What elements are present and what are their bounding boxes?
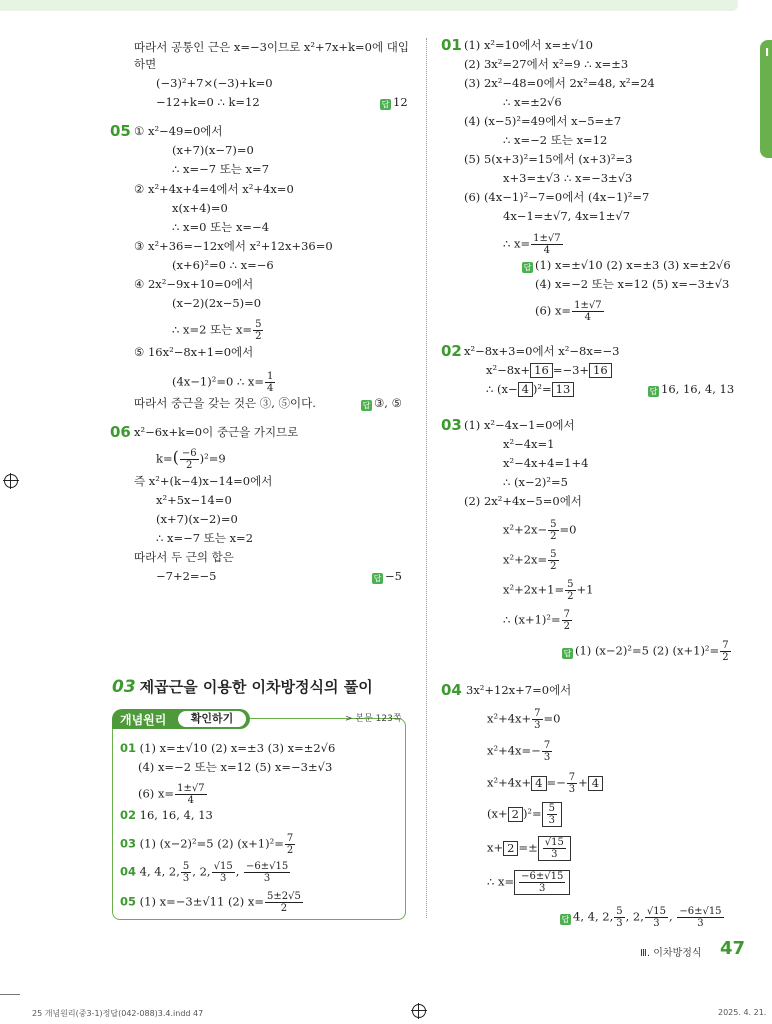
text-line: (x+7)(x−2)=0	[156, 512, 238, 526]
text-line	[487, 836, 571, 861]
fraction	[567, 772, 577, 795]
answer-icon: 답	[381, 100, 390, 109]
text-part: =−3+	[552, 363, 590, 377]
denominator: 3	[539, 883, 546, 894]
denominator: 3	[543, 752, 551, 763]
numerator: 7	[563, 609, 571, 620]
file-info: 25 개념원리(중3-1)정답(042-088)3.4.indd 47	[32, 1009, 204, 1018]
text-part: k=	[156, 451, 173, 466]
answer-text: 16, 16, 4, 13	[661, 382, 735, 396]
answer	[535, 300, 605, 323]
concept-row	[138, 783, 208, 806]
problem-number: 02	[441, 342, 462, 360]
fraction	[547, 803, 557, 826]
answer-box	[514, 870, 570, 895]
concept-row	[120, 891, 304, 914]
fraction	[542, 740, 552, 763]
denominator: 2	[567, 591, 574, 602]
numerator: 5±2√5	[267, 891, 301, 902]
denominator: 3	[616, 918, 623, 929]
text-line	[503, 549, 560, 572]
paren: (	[172, 447, 179, 467]
text-line: x²−4x=1	[503, 437, 555, 451]
text-line: ③ x²+36=−12x에서 x²+12x+36=0	[134, 239, 333, 253]
numerator: 5	[548, 803, 556, 814]
concept-tab-label: 개념원리	[120, 713, 167, 727]
denominator: 4	[187, 795, 194, 806]
answer-text: −5	[385, 569, 402, 583]
text-line	[503, 609, 573, 632]
text-line: (1) x²=10에서 x=±√10	[464, 38, 593, 52]
answer-icon: 답	[561, 914, 570, 924]
concept-number: 04	[120, 864, 137, 879]
numerator: 7	[568, 772, 576, 783]
section-title	[112, 676, 373, 697]
numerator: √15	[213, 861, 233, 872]
text-line: −12+k=0 ∴ k=12	[156, 95, 260, 109]
text-line: (x+7)(x−7)=0	[172, 143, 254, 157]
answer-box: 13	[552, 382, 575, 397]
text-line	[503, 579, 593, 602]
fraction	[265, 371, 275, 394]
denominator: 3	[551, 849, 558, 860]
text-line: (x+6)²=0 ∴ x=−6	[172, 258, 274, 272]
text-part: x²+4x+	[487, 711, 532, 726]
answer-box: 2	[503, 841, 518, 856]
answer	[380, 95, 408, 110]
numerator: 1±√7	[177, 783, 205, 794]
concept-text: (6) x=	[138, 786, 175, 801]
answer-text: (6) x=	[535, 303, 572, 318]
text-line: ∴ x=−7 또는 x=7	[172, 162, 270, 176]
problem-number: 01	[441, 36, 462, 54]
concept-number: 05	[120, 894, 137, 909]
numerator: 5	[616, 906, 623, 917]
answer-icon: 답	[649, 387, 658, 396]
text-line: 즉 x²+(k−4)x−14=0에서	[134, 474, 273, 488]
text-line: 3x²+12x+7=0에서	[466, 683, 572, 697]
numerator: 7	[722, 640, 729, 651]
problem-number: 03	[441, 416, 462, 434]
fraction	[265, 891, 303, 914]
registration-mark-icon	[4, 474, 18, 488]
answer	[372, 569, 402, 584]
text-part: )²=9	[199, 451, 226, 466]
answer-box: 4	[588, 776, 603, 791]
numerator: 1±√7	[533, 233, 561, 244]
answer-icon: 답	[563, 648, 572, 658]
fraction	[645, 906, 668, 929]
text-line	[486, 382, 574, 397]
numerator: 5	[255, 319, 262, 330]
section-title-text: 제곱근을 이용한 이차방정식의 풀이	[139, 678, 373, 696]
text-line: (2) 3x²=27에서 x²=9 ∴ x=±3	[464, 57, 629, 71]
fraction	[548, 549, 558, 572]
section-number: 03	[112, 677, 136, 697]
numerator: 5	[550, 519, 557, 530]
text-line: x+3=±√3 ∴ x=−3±√3	[503, 171, 633, 185]
text-part: x²+2x+1=	[503, 582, 565, 597]
numerator: 7	[534, 708, 541, 719]
fraction	[244, 861, 290, 884]
denominator: 3	[534, 720, 541, 731]
answer-text: (4) x=−2 또는 x=12 (5) x=−3±√3	[535, 277, 730, 291]
concept-number: 01	[120, 741, 137, 755]
text-line: x²−4x+4=1+4	[503, 456, 589, 470]
denominator: 3	[548, 815, 556, 826]
text-line: ∴ x=−2 또는 x=12	[503, 133, 608, 147]
text-line	[172, 319, 264, 342]
fraction	[285, 833, 295, 856]
answer-box	[542, 802, 562, 827]
answer-box: 2	[508, 807, 523, 822]
answer: 답 4, 4, 2, $\frac{5}{3}$ , 2, $\frac{√15}{3}$ , $\frac{-6\pm√15}{3}$	[561, 906, 722, 929]
denominator: 3	[697, 918, 704, 929]
denominator: 2	[550, 561, 557, 572]
text-line: ∴ x=0 또는 x=−4	[172, 220, 270, 234]
answer-text: , 2,	[625, 909, 644, 924]
problem-number: 04	[441, 681, 462, 699]
concept-text: 16, 16, 4, 13	[139, 808, 213, 822]
text-line	[487, 802, 562, 827]
concept-number: 03	[120, 836, 137, 851]
denominator: 3	[219, 873, 227, 884]
concept-row	[120, 833, 296, 856]
denominator: 2	[280, 903, 288, 914]
problem-number: 06	[110, 423, 131, 441]
concept-text: (1) (x−2)²=5 (2) (x+1)²=	[139, 836, 284, 851]
denominator: 3	[182, 873, 190, 884]
text-line: (4) (x−5)²=49에서 x−5=±7	[464, 114, 622, 128]
text-line	[487, 772, 603, 795]
text-part: x²−8x+	[486, 363, 531, 377]
text-line: (x−2)(2x−5)=0	[172, 296, 262, 310]
text-line	[486, 363, 612, 378]
text-line: 따라서 공통인 근은 x=−3이므로 x²+7x+k=0에 대입	[134, 40, 409, 54]
denominator: 3	[568, 784, 576, 795]
column-divider	[426, 38, 427, 918]
concept-row	[138, 760, 332, 774]
numerator: 5	[550, 549, 557, 560]
denominator: 2	[550, 531, 557, 542]
answer-icon: 답	[373, 574, 382, 583]
text-line: (5) 5(x+3)²=15에서 (x+3)²=3	[464, 152, 633, 166]
text-part: )²=	[522, 806, 542, 821]
fraction	[543, 837, 566, 860]
text-part: (4x−1)²=0 ∴ x=	[172, 374, 265, 389]
top-bar	[0, 0, 738, 11]
numerator: 7	[543, 740, 551, 751]
text-line: 따라서 중근을 갖는 것은 ③, ⑤이다.	[134, 396, 316, 410]
answer-box: 16	[589, 363, 612, 378]
fraction	[532, 708, 542, 731]
numerator: 7	[286, 833, 294, 844]
text-line: ∴ x=−7 또는 x=2	[156, 531, 254, 545]
fraction	[548, 519, 558, 542]
answer-icon: 답	[523, 263, 532, 272]
answer-icon: 답	[362, 401, 371, 410]
denominator: 3	[653, 918, 660, 929]
text-line: x(x+4)=0	[172, 201, 228, 215]
chapter-tab-label: I	[764, 46, 770, 59]
numerator: −6±√15	[521, 871, 564, 882]
text-line	[503, 519, 577, 542]
fraction	[253, 319, 263, 342]
answer-box	[538, 836, 571, 861]
problem-number: 05	[110, 122, 131, 140]
fraction	[565, 579, 575, 602]
text-line: (2) 2x²+4x−5=0에서	[464, 494, 582, 508]
text-part: +1	[576, 582, 594, 597]
text-part: x²+2x−	[503, 522, 548, 537]
text-part: x²+4x=−	[487, 743, 541, 758]
text-part: )²=	[532, 382, 552, 396]
text-line	[172, 371, 276, 394]
denominator: 4	[584, 312, 591, 323]
answer-text: (1) (x−2)²=5 (2) (x+1)²=	[575, 643, 720, 658]
fraction	[212, 861, 235, 884]
text-part: =0	[543, 711, 561, 726]
concept-tab-sublabel: 확인하기	[178, 711, 246, 727]
text-line: (3) 2x²−48=0에서 2x²=48, x²=24	[464, 76, 655, 90]
fraction	[614, 906, 624, 929]
fraction	[175, 783, 206, 806]
text-part: x+	[487, 840, 504, 855]
answer-box: 16	[530, 363, 553, 378]
answer	[535, 277, 729, 291]
page-number: 47	[720, 938, 746, 959]
numerator: −6±√15	[246, 861, 289, 872]
text-part: ∴ x=2 또는 x=	[172, 322, 253, 337]
concept-text: (4) x=−2 또는 x=12 (5) x=−3±√3	[138, 760, 333, 774]
text-line: ∴ x=±2√6	[503, 95, 562, 109]
answer	[562, 640, 732, 663]
text-line: (1) x²−4x−1=0에서	[464, 418, 575, 432]
text-line: −7+2=−5	[156, 569, 217, 583]
text-part: ∴ x=	[503, 236, 531, 251]
concept-number: 02	[120, 808, 137, 822]
concept-text: (1) x=−3±√11 (2) x=	[139, 894, 265, 909]
denominator: 3	[263, 873, 271, 884]
text-part: =−	[546, 775, 566, 790]
text-line: (6) (4x−1)²−7=0에서 (4x−1)²=7	[464, 190, 650, 204]
answer	[361, 396, 402, 411]
concept-text: (1) x=±√10 (2) x=±3 (3) x=±2√6	[139, 741, 336, 755]
answer-text: ③, ⑤	[374, 396, 402, 410]
text-line	[156, 448, 226, 471]
denominator: 2	[722, 652, 729, 663]
chapter-label: Ⅲ. 이차방정식	[640, 948, 702, 959]
denominator: 2	[563, 621, 571, 632]
text-line: x²−8x+3=0에서 x²−8x=−3	[464, 344, 620, 358]
concept-row	[120, 808, 213, 822]
fraction	[519, 871, 565, 894]
text-line	[487, 708, 561, 731]
denominator: 4	[543, 245, 551, 256]
page-reference: > 본문 123쪽	[345, 714, 402, 724]
text-part: (x+	[487, 806, 508, 821]
denominator: 2	[186, 460, 193, 471]
answer-box: 4	[531, 776, 546, 791]
numerator: −6±√15	[679, 906, 722, 917]
fraction	[180, 448, 199, 471]
text-line: ⑤ 16x²−8x+1=0에서	[134, 345, 254, 359]
answer	[648, 382, 734, 397]
text-line: (−3)²+7×(−3)+k=0	[156, 76, 273, 90]
fraction	[677, 906, 723, 929]
numerator: √15	[646, 906, 667, 917]
text-line: ① x²−49=0에서	[134, 124, 223, 138]
text-part: ∴ (x+1)²=	[503, 612, 561, 627]
fraction	[181, 861, 191, 884]
text-line: 4x−1=±√7, 4x=1±√7	[503, 209, 631, 223]
numerator: 1	[267, 371, 274, 382]
text-line: x²+5x−14=0	[156, 493, 232, 507]
answer	[522, 258, 731, 273]
text-part: ∴ x=	[487, 874, 515, 889]
fraction	[572, 300, 603, 323]
answer-text: 12	[393, 95, 408, 109]
denominator: 2	[255, 331, 262, 342]
text-part: x²+4x+	[487, 775, 532, 790]
fraction	[720, 640, 730, 663]
text-part: =±	[518, 840, 538, 855]
registration-mark-icon	[412, 1004, 426, 1018]
text-line: x²−6x+k=0이 중근을 가지므로	[134, 425, 299, 439]
numerator: 5	[567, 579, 574, 590]
text-line: ② x²+4x+4=4에서 x²+4x=0	[134, 182, 294, 196]
answer-text: 4, 4, 2,	[573, 909, 614, 924]
answer-text: (1) x=±√10 (2) x=±3 (3) x=±2√6	[535, 258, 731, 272]
text-line	[487, 870, 570, 895]
numerator: −6	[181, 448, 197, 459]
answer-box: 4	[518, 382, 533, 397]
text-line: ④ 2x²−9x+10=0에서	[134, 277, 254, 291]
numerator: 1±√7	[574, 300, 602, 311]
text-part: =0	[559, 522, 577, 537]
text-part: x²+2x=	[503, 552, 548, 567]
print-date: 2025. 4. 21.	[718, 1008, 767, 1017]
concept-tab	[112, 709, 250, 729]
footer-line	[0, 994, 20, 995]
text-part: +	[578, 775, 588, 790]
text-line: 하면	[134, 57, 157, 71]
numerator: √15	[544, 837, 564, 848]
text-line: ∴ (x−2)²=5	[503, 475, 568, 489]
text-line	[487, 740, 553, 763]
text-line: 따라서 두 근의 합은	[134, 550, 234, 564]
text-line	[503, 233, 564, 256]
denominator: 4	[267, 383, 274, 394]
concept-text: 4, 4, 2,	[139, 864, 180, 879]
fraction	[562, 609, 572, 632]
text-part: ∴ (x−	[486, 382, 518, 396]
fraction	[531, 233, 562, 256]
numerator: 5	[182, 861, 190, 872]
concept-row	[120, 741, 335, 755]
concept-text: , 2,	[192, 864, 211, 879]
concept-row: 04 4, 4, 2, $\frac{5}{3}$ , 2, $\frac{√15}{3}$ , $\frac{-6\pm√15}{3}$	[120, 861, 289, 884]
denominator: 2	[286, 845, 294, 856]
